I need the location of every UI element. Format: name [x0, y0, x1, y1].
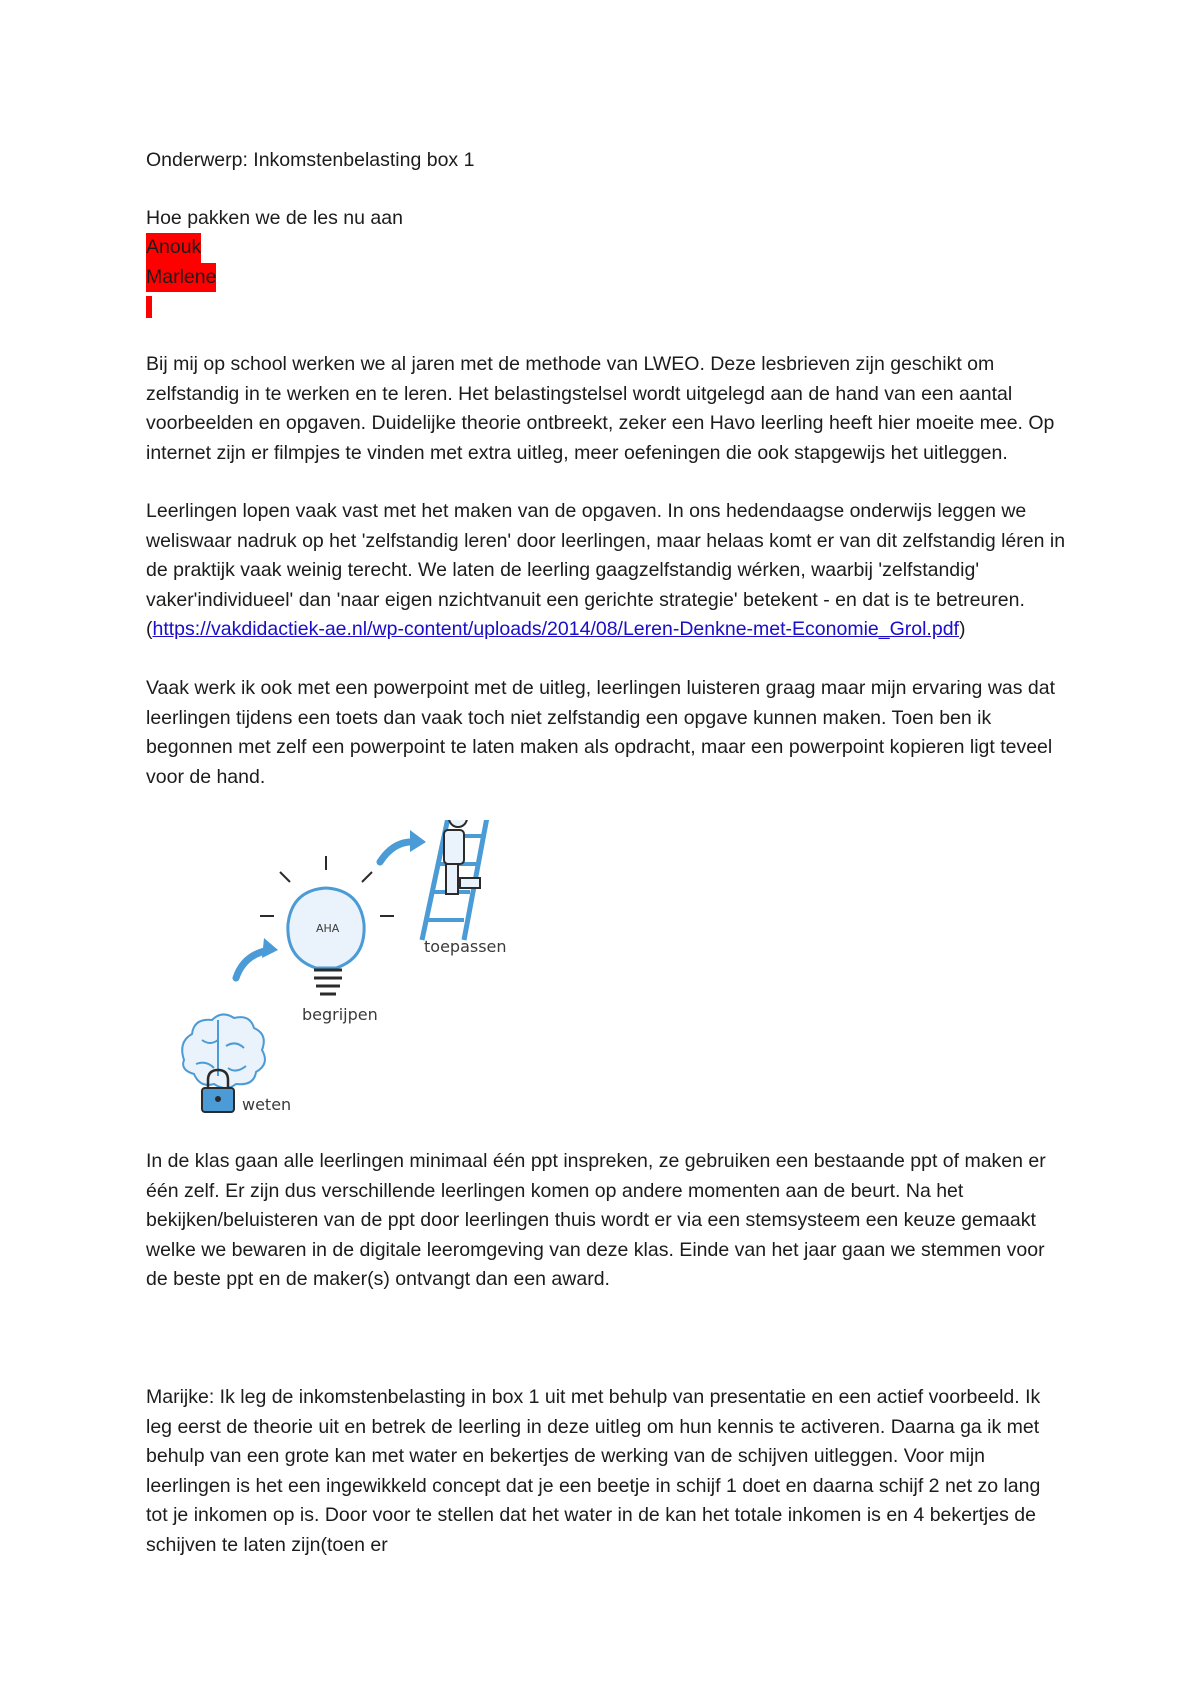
paragraph-students-stuck [146, 497, 1066, 645]
subject-line: Onderwerp: Inkomstenbelasting box 1 [146, 149, 475, 171]
highlight-name-marlene: Marlene [146, 263, 216, 293]
learning-steps-illustration [166, 820, 546, 1120]
paragraph-class-ppt: In de klas gaan alle leerlingen minimaal één ppt inspreken, ze gebruiken een bestaande ppt of maken er één zelf. Er zijn dus verschillende leerlingen komen op andere momenten aan de beurt. Na het bekijken/beluisteren van de ppt door leerlingen thuis wordt er via een stemsysteem een keuze gemaakt welke we bewaren in de digitale leeromgeving van deze klas. Einde van het jaar gaan we stemmen voor de beste ppt en de maker(s) ontvangt dan een award. [146, 1150, 1046, 1290]
label-begrijpen: begrijpen [302, 1005, 378, 1024]
brain-icon [182, 1014, 265, 1088]
label-aha: AHA [316, 922, 340, 935]
paragraph-marijke: Marijke: Ik leg de inkomstenbelasting in box 1 uit met behulp van presentatie en een actief voorbeeld. Ik leg eerst de theorie uit en betrek de leerling in deze uitleg om hun kennis te activeren. Daarna ga ik met behulp van een grote kan met water en bekertjes de werking van de schijven uitleggen. Voor mijn leerlingen is het een ingewikkeld concept dat je een beetje in schijf 1 doet en daarna schijf 2 net zo lang tot je inkomen op is. Door voor te stellen dat het water in de kan het totale inkomen is en 4 bekertjes de schijven te laten zijn(toen er [146, 1386, 1041, 1556]
source-link[interactable]: https://vakdidactiek-ae.nl/wp-content/uploads/2014/08/Leren-Denkne-met-Economie_Grol.pdf [152, 618, 959, 640]
label-toepassen: toepassen [424, 937, 507, 956]
arrow-1-icon [236, 938, 278, 978]
highlighted-names [146, 233, 216, 323]
highlight-name-anouk: Anouk [146, 233, 201, 263]
arrow-2-icon [380, 830, 426, 862]
paragraph-powerpoint: Vaak werk ik ook met een powerpoint met de uitleg, leerlingen luisteren graag maar mijn ervaring was dat leerlingen tijdens een toets dan vaak toch niet zelfstandig een opgave kunnen maken. Toen ben ik begonnen met zelf een powerpoint te laten maken als opdracht, maar een powerpoint kopieren ligt teveel voor de hand. [146, 677, 1056, 788]
section-heading: Hoe pakken we de les nu aan [146, 207, 403, 229]
climbing-person-icon [444, 820, 480, 894]
label-weten: weten [242, 1095, 292, 1114]
paragraph-method: Bij mij op school werken we al jaren met de methode van LWEO. Deze lesbrieven zijn geschikt om zelfstandig in te werken en te leren. Het belastingstelsel wordt uitgelegd aan de hand van een aantal voorbeelden en opgaven. Duidelijke theorie ontbreekt, zeker een Havo leerling heeft hier moeite mee. Op internet zijn er filmpjes te vinden met extra uitleg, meer oefeningen die ook stapgewijs het uitleggen. [146, 353, 1055, 464]
paragraph-students-stuck-text: Leerlingen lopen vaak vast met het maken van de opgaven. In ons hedendaagse onderwijs leggen we weliswaar nadruk op het 'zelfstandig leren' door leerlingen, maar helaas komt er van dit zelfstandig léren in de praktijk vaak weinig terecht. We laten de leerling gaagzelfstandig wérken, waarbij 'zelfstandig' vaker'individueel' dan 'naar eigen nzichtvanuit een gerichte strategie' betekent - en dat is te betreuren. ( [146, 500, 1066, 640]
highlight-empty-marker [146, 296, 152, 318]
paragraph-close-paren: ) [958, 618, 966, 640]
